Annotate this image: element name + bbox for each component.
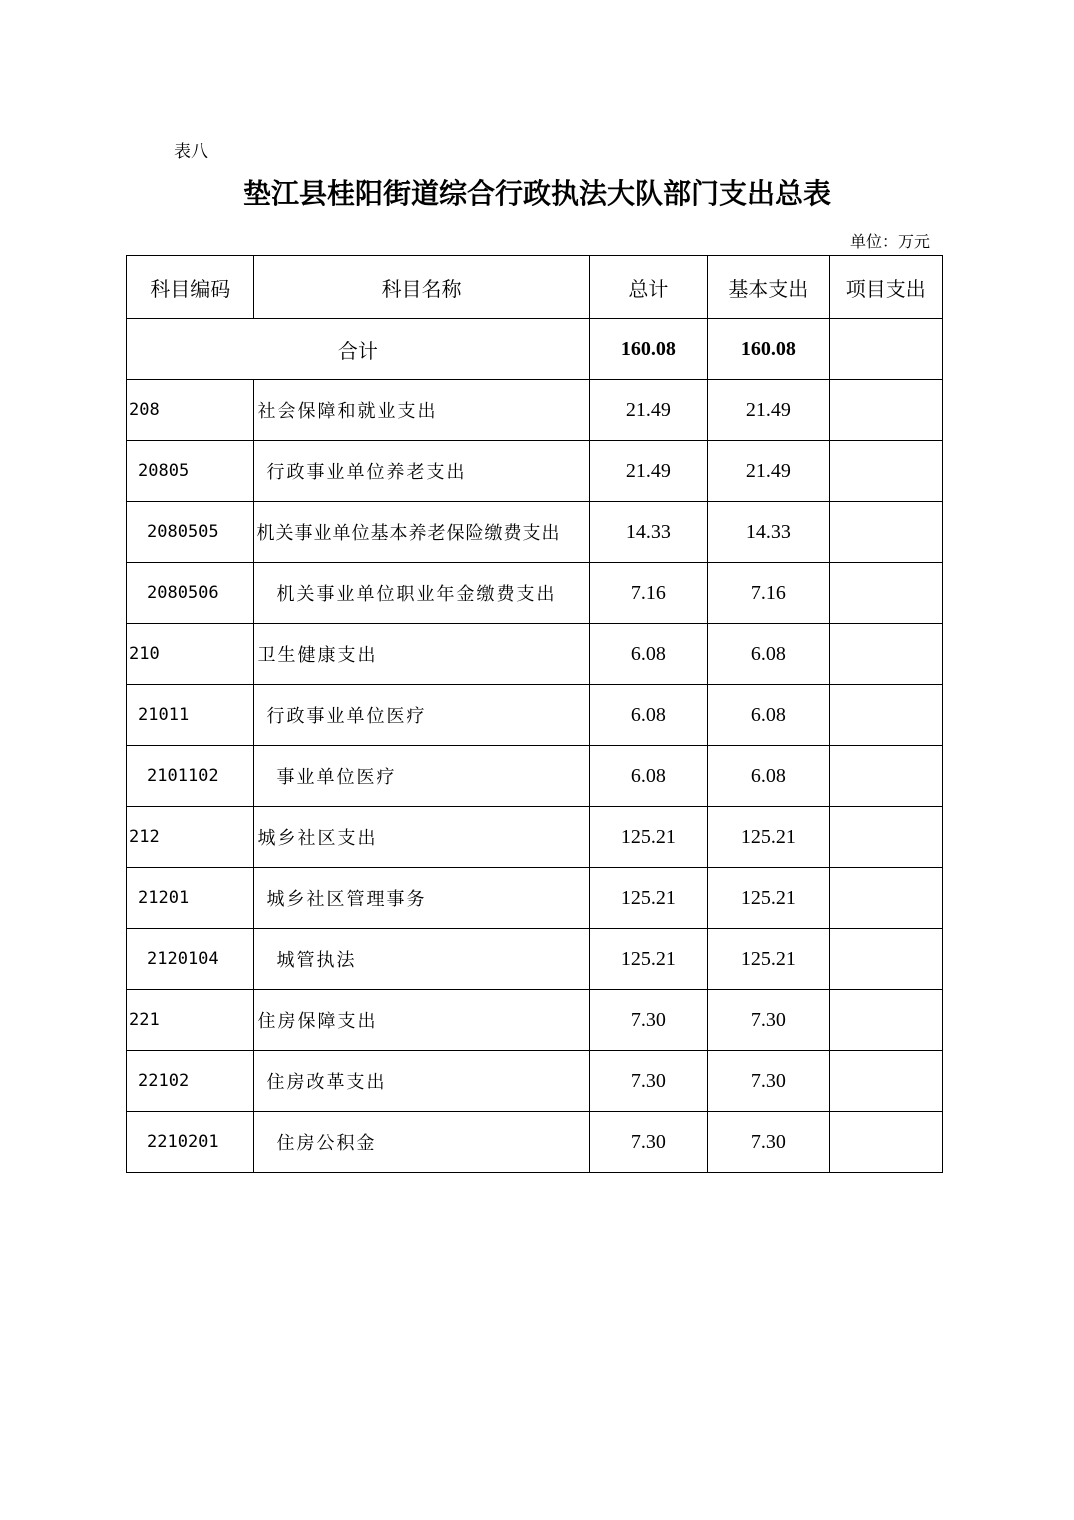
summary-basic: 160.08: [708, 319, 829, 380]
row-code: 2120104: [127, 929, 254, 990]
row-code: 21011: [127, 685, 254, 746]
row-basic: 21.49: [708, 380, 829, 441]
row-code: 208: [127, 380, 254, 441]
table-row: [127, 624, 943, 685]
row-code: 2080506: [127, 563, 254, 624]
row-code: 212: [127, 807, 254, 868]
summary-row: [127, 319, 943, 380]
row-project: [829, 1112, 942, 1173]
row-project: [829, 929, 942, 990]
row-basic: 125.21: [708, 807, 829, 868]
row-name: 住房保障支出: [254, 990, 589, 1051]
row-total: 125.21: [589, 807, 707, 868]
row-name: 住房公积金: [254, 1112, 589, 1173]
table-row: [127, 1051, 943, 1112]
row-project: [829, 746, 942, 807]
row-total: 7.30: [589, 1051, 707, 1112]
row-basic: 125.21: [708, 929, 829, 990]
row-total: 7.30: [589, 990, 707, 1051]
row-total: 6.08: [589, 624, 707, 685]
header-project: 项目支出: [829, 256, 942, 319]
row-total: 6.08: [589, 685, 707, 746]
row-code: 210: [127, 624, 254, 685]
table-row: [127, 807, 943, 868]
table-row: [127, 563, 943, 624]
row-basic: 6.08: [708, 624, 829, 685]
row-project: [829, 563, 942, 624]
header-code: 科目编码: [127, 256, 254, 319]
row-name: 事业单位医疗: [254, 746, 589, 807]
row-total: 7.16: [589, 563, 707, 624]
row-total: 21.49: [589, 380, 707, 441]
row-name: 社会保障和就业支出: [254, 380, 589, 441]
table-row: [127, 380, 943, 441]
table-label: 表八: [174, 142, 208, 162]
row-project: [829, 441, 942, 502]
row-total: 125.21: [589, 929, 707, 990]
summary-project: [829, 319, 942, 380]
row-name: 行政事业单位养老支出: [254, 441, 589, 502]
row-code: 22102: [127, 1051, 254, 1112]
row-basic: 7.30: [708, 1112, 829, 1173]
header-basic: 基本支出: [708, 256, 829, 319]
table-row: [127, 441, 943, 502]
row-name: 机关事业单位基本养老保险缴费支出: [254, 502, 589, 563]
table-row: [127, 746, 943, 807]
row-code: 221: [127, 990, 254, 1051]
table-row: [127, 1112, 943, 1173]
row-basic: 14.33: [708, 502, 829, 563]
row-code: 2210201: [127, 1112, 254, 1173]
table-row: [127, 929, 943, 990]
table-row: [127, 685, 943, 746]
summary-label: 合计: [127, 319, 590, 380]
row-basic: 7.30: [708, 1051, 829, 1112]
row-code: 21201: [127, 868, 254, 929]
row-project: [829, 685, 942, 746]
row-project: [829, 990, 942, 1051]
row-code: 20805: [127, 441, 254, 502]
row-project: [829, 868, 942, 929]
row-name: 行政事业单位医疗: [254, 685, 589, 746]
header-row: [127, 256, 943, 319]
row-total: 14.33: [589, 502, 707, 563]
expense-table: [126, 255, 943, 1173]
table-row: [127, 990, 943, 1051]
header-total: 总计: [589, 256, 707, 319]
row-project: [829, 1051, 942, 1112]
row-name: 住房改革支出: [254, 1051, 589, 1112]
table-row: [127, 502, 943, 563]
unit-label: 单位：万元: [849, 232, 930, 251]
row-basic: 6.08: [708, 746, 829, 807]
row-project: [829, 502, 942, 563]
row-project: [829, 807, 942, 868]
row-code: 2080505: [127, 502, 254, 563]
row-basic: 7.30: [708, 990, 829, 1051]
row-name: 城乡社区管理事务: [254, 868, 589, 929]
row-code: 2101102: [127, 746, 254, 807]
row-name: 城乡社区支出: [254, 807, 589, 868]
summary-total: 160.08: [589, 319, 707, 380]
row-name: 机关事业单位职业年金缴费支出: [254, 563, 589, 624]
row-basic: 7.16: [708, 563, 829, 624]
page-title: 垫江县桂阳街道综合行政执法大队部门支出总表: [242, 177, 831, 210]
row-basic: 6.08: [708, 685, 829, 746]
row-project: [829, 624, 942, 685]
row-total: 6.08: [589, 746, 707, 807]
row-basic: 125.21: [708, 868, 829, 929]
row-basic: 21.49: [708, 441, 829, 502]
row-name: 卫生健康支出: [254, 624, 589, 685]
row-total: 125.21: [589, 868, 707, 929]
table-row: [127, 868, 943, 929]
row-total: 21.49: [589, 441, 707, 502]
row-total: 7.30: [589, 1112, 707, 1173]
row-name: 城管执法: [254, 929, 589, 990]
row-project: [829, 380, 942, 441]
header-name: 科目名称: [254, 256, 589, 319]
